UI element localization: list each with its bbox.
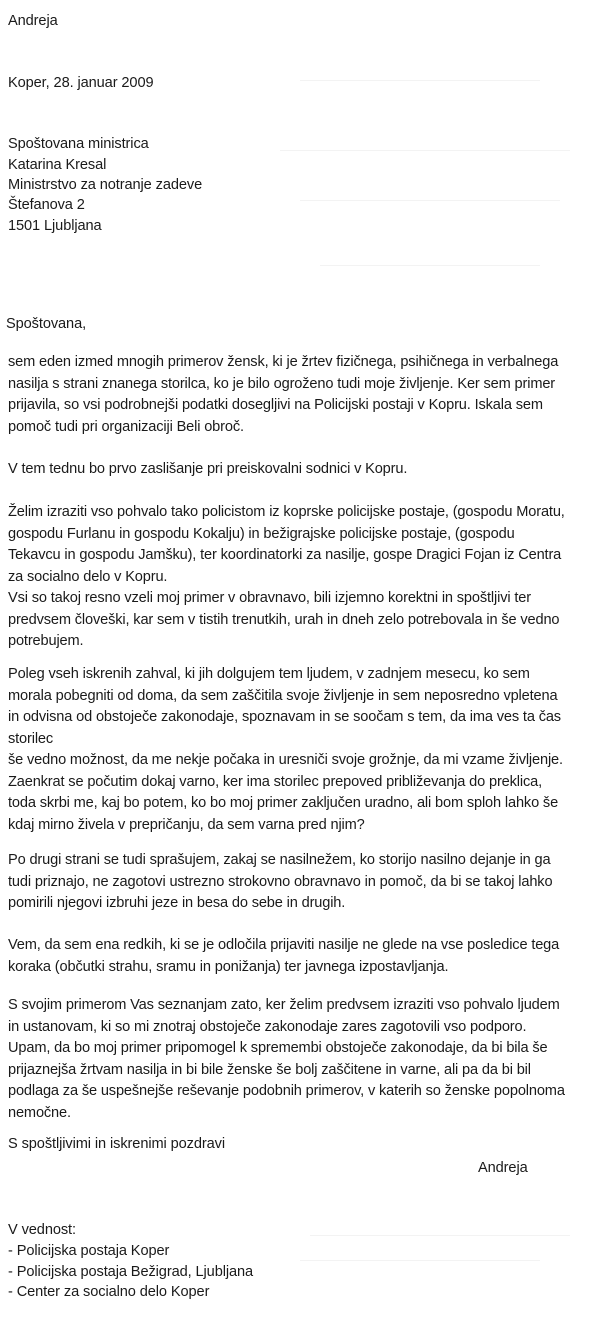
paragraph-line: za socialno delo v Kopru. xyxy=(8,568,168,585)
paragraph-line: gospodu Furlanu in gospodu Kokalju) in bežigrajske policijske postaje, (gospodu xyxy=(8,525,515,542)
paragraph-4 xyxy=(8,664,598,836)
paragraph-line: Tekavcu in gospodu Jamšku), ter koordinatorki za nasilje, gospe Dragici Fojan iz Centra xyxy=(8,547,562,563)
recipient-line-5: 1501 Ljubljana xyxy=(8,218,102,234)
paragraph-line: prijaznejša žrtvam nasilja in bi bile ženske še bolj zaščitene in varne, ali pa da bi bil xyxy=(8,1061,531,1078)
salutation: Spoštovana, xyxy=(6,316,87,332)
scan-artifact xyxy=(300,200,560,201)
paragraph-line: Zaenkrat se počutim dokaj varno, ker ima storilec prepoved približevanja do preklica, xyxy=(8,773,542,790)
paragraph-line: tudi priznajo, ne zagotovi ustrezno strokovno obravnavo in pomoč, da bi se takoj lahko xyxy=(8,873,553,890)
paragraph-line: podlaga za še uspešnejše reševanje podobnih primerov, v katerih so ženske popolnoma xyxy=(8,1083,565,1099)
paragraph-line: nemočne. xyxy=(8,1104,71,1121)
paragraph-line: Želim izraziti vso pohvalo tako policistom iz koprske policijske postaje, (gospodu Moratu, xyxy=(8,504,565,520)
paragraph-line: nasilja s strani znanega storilca, ko je bilo ogroženo tudi moje življenje. Ker sem primer xyxy=(8,375,555,392)
cc-item-3: - Center za socialno delo Koper xyxy=(8,1284,210,1300)
paragraph-line: koraka (občutki strahu, sramu in ponižanja) ter javnega izpostavljanja. xyxy=(8,958,449,975)
paragraph-line: S svojim primerom Vas seznanjam zato, ker želim predvsem izraziti vso pohvalo ljudem xyxy=(8,997,560,1013)
paragraph-line: predvsem človeški, kar sem v tistih trenutkih, urah in dneh zelo potrebovala in še vedno xyxy=(8,611,560,628)
paragraph-line: Po drugi strani se tudi sprašujem, zakaj se nasilnežem, ko storijo nasilno dejanje in ga xyxy=(8,852,551,868)
paragraph-line: še vedno možnost, da me nekje počaka in uresniči svoje grožnje, da mi vzame življenje. xyxy=(8,752,563,768)
scan-artifact xyxy=(320,265,540,266)
recipient-line-2: Katarina Kresal xyxy=(8,157,107,173)
place-date: Koper, 28. januar 2009 xyxy=(8,75,154,91)
scan-artifact xyxy=(310,1235,570,1236)
paragraph-line: Vem, da sem ena redkih, ki se je odločila prijaviti nasilje ne glede na vse posledice tega xyxy=(8,937,560,953)
paragraph-1 xyxy=(8,352,598,438)
recipient-line-4: Štefanova 2 xyxy=(8,197,85,213)
paragraph-line: storilec xyxy=(8,730,54,747)
paragraph-line: morala pobegniti od doma, da sem zaščitila svoje življenje in sem neposredno vpletena xyxy=(8,687,558,704)
signature: Andreja xyxy=(478,1160,528,1176)
paragraph-2 xyxy=(8,459,598,481)
scan-artifact xyxy=(300,80,540,81)
paragraph-5 xyxy=(8,850,598,915)
cc-item-1: - Policijska postaja Koper xyxy=(8,1243,170,1259)
closing: S spoštljivimi in iskrenimi pozdravi xyxy=(8,1136,225,1152)
paragraph-line: sem eden izmed mnogih primerov žensk, ki je žrtev fizičnega, psihičnega in verbalnega xyxy=(8,354,559,370)
scan-artifact xyxy=(300,1260,540,1261)
paragraph-line: in ustanovam, ki so mi znotraj obstoječe zakonodaje zares zagotovili vso podporo. xyxy=(8,1018,527,1035)
paragraph-line: Poleg vseh iskrenih zahval, ki jih dolgujem tem ljudem, v zadnjem mesecu, ko sem xyxy=(8,666,530,682)
paragraph-line: V tem tednu bo prvo zaslišanje pri preiskovalni sodnici v Kopru. xyxy=(8,461,408,477)
paragraph-line: pomirili njegovi izbruhi jeze in besa do sebe in drugih. xyxy=(8,895,346,911)
paragraph-line: Upam, da bo moj primer pripomogel k spremembi obstoječe zakonodaje, da bi bila še xyxy=(8,1040,548,1056)
scan-artifact xyxy=(280,150,570,151)
recipient-line-3: Ministrstvo za notranje zadeve xyxy=(8,177,203,193)
paragraph-line: in odvisna od obstoječe zakonodaje, spoznavam in se soočam s tem, da ima ves ta čas xyxy=(8,709,561,725)
cc-heading: V vednost: xyxy=(8,1222,76,1238)
paragraph-line: kdaj mirno živela v prepričanju, da sem varna pred njim? xyxy=(8,816,365,833)
paragraph-line: Vsi so takoj resno vzeli moj primer v obravnavo, bili izjemno korektni in spoštljivi ter xyxy=(8,590,531,606)
paragraph-3 xyxy=(8,502,598,653)
paragraph-line: prijavila, so vsi podrobnejši podatki dosegljivi na Policijski postaji v Kopru. Iskala sem xyxy=(8,397,543,413)
recipient-line-1: Spoštovana ministrica xyxy=(8,136,149,152)
cc-item-2: - Policijska postaja Bežigrad, Ljubljana xyxy=(8,1264,254,1280)
sender-name: Andreja xyxy=(8,13,58,29)
paragraph-7 xyxy=(8,995,598,1124)
paragraph-line: potrebujem. xyxy=(8,633,84,649)
paragraph-line: pomoč tudi pri organizaciji Beli obroč. xyxy=(8,418,244,435)
paragraph-6 xyxy=(8,935,598,978)
paragraph-line: toda skrbi me, kaj bo potem, ko bo moj primer zaključen uradno, ali bom sploh lahko še xyxy=(8,795,559,811)
